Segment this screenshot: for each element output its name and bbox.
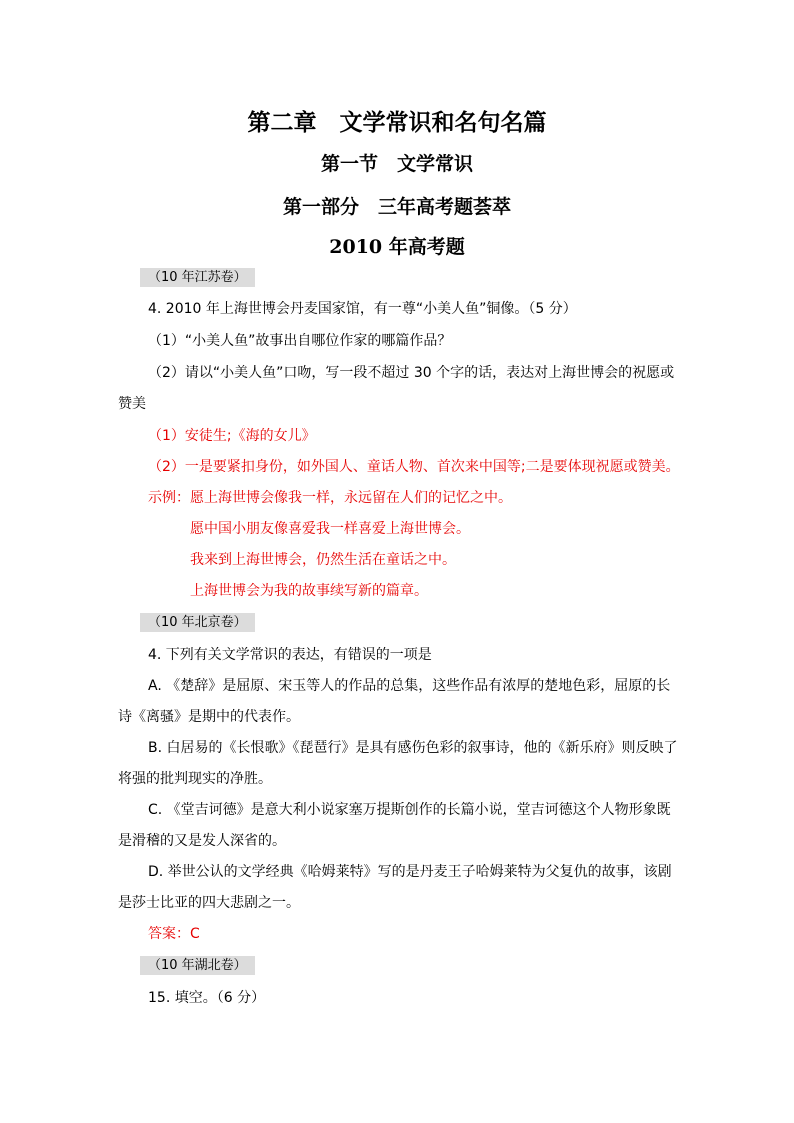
section-title: 第一节 文学常识: [320, 153, 473, 175]
answer-1: （1）安徒生;《海的女儿》: [148, 428, 316, 444]
example-line: 愿上海世博会像我一样，永远留在人们的记忆之中。: [190, 490, 512, 506]
option-a-cont: 诗《离骚》是期中的代表作。: [118, 709, 300, 725]
option-c-cont: 是滑稽的又是发人深省的。: [118, 833, 286, 849]
sub-question-1: （1）“小美人鱼”故事出自哪位作家的哪篇作品？: [148, 333, 452, 349]
option-c: C. 《堂吉诃德》是意大利小说家塞万提斯创作的长篇小说，堂吉诃德这个人物形象既: [148, 802, 671, 818]
option-d-cont: 是莎士比亚的四大悲剧之一。: [118, 895, 300, 911]
example-line: 愿中国小朋友像喜爱我一样喜爱上海世博会。: [190, 521, 470, 537]
exam-tag-hubei: （10 年湖北卷）: [140, 956, 255, 975]
option-a: A. 《楚辞》是屈原、宋玉等人的作品的总集，这些作品有浓厚的楚地色彩，屈原的长: [148, 678, 671, 694]
answer-2: （2）一是要紧扣身份，如外国人、童话人物、首次来中国等;二是要体现祝愿或赞美。: [148, 459, 680, 475]
example-line: 我来到上海世博会，仍然生活在童话之中。: [190, 552, 456, 568]
question-stem: 15. 填空。（6 分）: [148, 990, 266, 1006]
question-stem: 4. 2010 年上海世博会丹麦国家馆，有一尊“小美人鱼”铜像。（5 分）: [148, 301, 577, 317]
exam-tag-jiangsu: （10 年江苏卷）: [140, 268, 255, 287]
year-title: 2010 年高考题: [329, 236, 465, 258]
sub-question-2: （2）请以“小美人鱼”口吻，写一段不超过 30 个字的话，表达对上海世博会的祝愿或: [148, 365, 675, 381]
option-b: B. 白居易的《长恨歌》《琵琶行》是具有感伤色彩的叙事诗，他的《新乐府》则反映了: [148, 740, 678, 756]
example-line: 上海世博会为我的故事续写新的篇章。: [190, 583, 428, 599]
example-label: 示例：: [148, 490, 190, 506]
part-title: 第一部分 三年高考题荟萃: [282, 196, 511, 218]
sub-question-2-cont: 赞美: [118, 396, 146, 412]
option-b-cont: 将强的批判现实的净胜。: [118, 771, 272, 787]
question-stem: 4. 下列有关文学常识的表达，有错误的一项是: [148, 647, 432, 663]
chapter-title: 第二章 文学常识和名句名篇: [247, 109, 547, 136]
option-d: D. 举世公认的文学经典《哈姆莱特》写的是丹麦王子哈姆莱特为父复仇的故事，该剧: [148, 864, 672, 880]
answer: 答案：C: [148, 926, 200, 942]
exam-tag-beijing: （10 年北京卷）: [140, 613, 255, 632]
